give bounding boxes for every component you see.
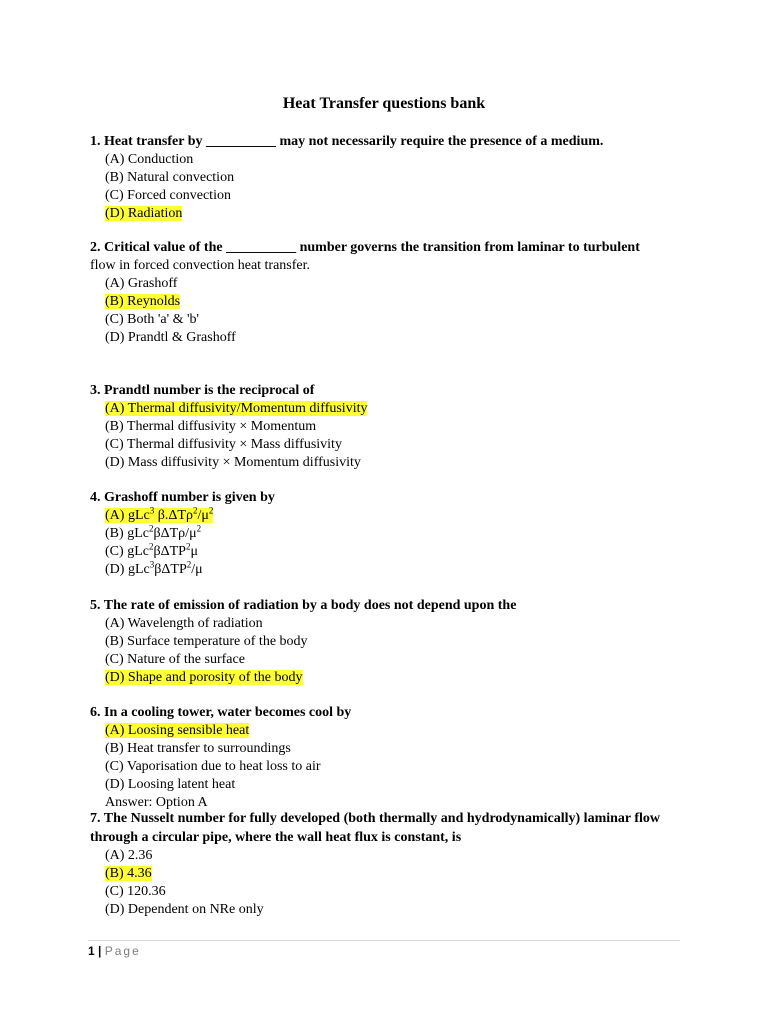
question-text: 3. Prandtl number is the reciprocal of <box>90 383 315 398</box>
question-7 <box>90 809 690 919</box>
option-d-highlighted: (D) Radiation <box>105 206 183 221</box>
question-text: 7. The Nusselt number for fully developed (both thermally and hydrodynamically) laminar flow through a circular pipe, where the wall heat flux is constant, is <box>90 811 661 845</box>
question-4 <box>90 488 690 579</box>
option-d: (D) Prandtl & Grashoff <box>105 330 236 345</box>
question-6 <box>90 703 690 812</box>
option-d-highlighted: (D) Shape and porosity of the body <box>105 670 303 685</box>
question-continuation: flow in forced convection heat transfer. <box>90 258 311 273</box>
document-title: Heat Transfer questions bank <box>282 95 486 112</box>
option-a: (A) Conduction <box>105 152 194 167</box>
option-a: (A) 2.36 <box>105 848 153 863</box>
option-a: (A) Wavelength of radiation <box>105 616 263 631</box>
option-c: (C) Thermal diffusivity × Mass diffusivity <box>105 437 342 452</box>
page-number: 1 <box>88 944 95 958</box>
option-b: (B) Surface temperature of the body <box>105 634 308 649</box>
option-c: (C) Both 'a' & 'b' <box>105 312 200 327</box>
option-d: (D) Loosing latent heat <box>105 777 236 792</box>
option-b-highlighted: (B) 4.36 <box>105 866 152 881</box>
option-d: (D) Dependent on NRe only <box>105 902 264 917</box>
option-b: (B) Natural convection <box>105 170 235 185</box>
option-d: (D) gLc$^3$βΔTP$^2$/μ <box>105 559 203 577</box>
option-a-highlighted: (A) Loosing sensible heat <box>105 723 250 738</box>
option-c: (C) Forced convection <box>105 188 231 203</box>
question-5 <box>90 596 690 687</box>
option-b: (B) Heat transfer to surroundings <box>105 741 291 756</box>
page-word: Page <box>104 944 141 958</box>
question-text: 1. Heat transfer by __________ may not necessarily require the presence of a medium. <box>90 134 604 149</box>
question-3 <box>90 381 690 472</box>
option-c: (C) Vaporisation due to heat loss to air <box>105 759 321 774</box>
question-2 <box>90 238 690 347</box>
option-a: (A) Grashoff <box>105 276 178 291</box>
option-b: (B) $gLc^2\beta\Delta T\rho/\mu^2$ <box>105 523 202 541</box>
footer-divider <box>88 940 680 941</box>
option-b: (B) Thermal diffusivity × Momentum <box>105 419 317 434</box>
question-text: 6. In a cooling tower, water becomes cool by <box>90 705 352 720</box>
page-footer <box>88 944 141 958</box>
option-a-highlighted: (A) gLc$^3$ $\beta.\Delta T\rho^2/\mu^2$ <box>105 505 214 523</box>
option-c: (C) gLc$^2$βΔTP$^2$μ <box>105 541 198 559</box>
question-1 <box>90 132 690 223</box>
question-text: 2. Critical value of the __________ number governs the transition from laminar to turbulent <box>90 240 640 255</box>
option-b-highlighted: (B) Reynolds <box>105 294 181 309</box>
question-text: 4. Grashoff number is given by <box>90 490 275 505</box>
footer-separator: | <box>98 944 102 958</box>
option-d: (D) Mass diffusivity × Momentum diffusivity <box>105 455 361 470</box>
option-c: (C) Nature of the surface <box>105 652 245 667</box>
option-c: (C) 120.36 <box>105 884 166 899</box>
answer-line: Answer: Option A <box>105 795 208 810</box>
question-text: 5. The rate of emission of radiation by a body does not depend upon the <box>90 598 517 613</box>
option-a-highlighted: (A) Thermal diffusivity/Momentum diffusivity <box>105 401 368 416</box>
